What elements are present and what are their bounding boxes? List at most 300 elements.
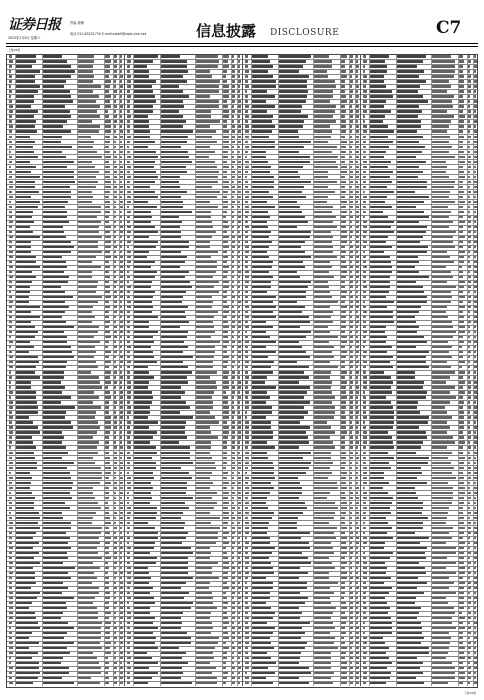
table-cell — [105, 176, 110, 178]
table-cell — [105, 552, 110, 554]
table-cell — [238, 90, 241, 92]
table-cell — [314, 647, 339, 649]
table-cell — [432, 256, 450, 258]
table-cell — [314, 617, 332, 619]
table-cell — [114, 351, 118, 353]
table-cell — [468, 105, 471, 107]
table-cell — [196, 562, 219, 564]
table-cell — [245, 642, 249, 644]
table-cell — [370, 151, 387, 153]
table-cell — [114, 667, 117, 669]
table-cell — [232, 80, 235, 82]
table-cell — [161, 552, 193, 554]
table-cell — [134, 502, 151, 504]
table-cell — [279, 110, 302, 112]
table-cell — [350, 236, 353, 238]
table-cell — [78, 366, 99, 368]
table-cell — [397, 90, 419, 92]
table-cell — [196, 612, 211, 614]
table-cell — [196, 547, 211, 549]
table-cell — [120, 176, 124, 178]
table-cell — [350, 166, 352, 168]
table-cell — [459, 151, 464, 153]
table-cell — [341, 70, 347, 72]
table-cell — [9, 181, 14, 183]
table-cell — [252, 90, 268, 92]
table-cell — [314, 567, 336, 569]
table-cell — [238, 497, 242, 499]
table-cell — [9, 426, 14, 428]
table-cell — [223, 361, 229, 363]
table-cell — [341, 241, 348, 243]
table-cell — [363, 141, 367, 143]
table-cell — [314, 141, 328, 143]
table-cell — [432, 241, 453, 243]
table-cell — [468, 296, 472, 298]
table-cell — [16, 431, 41, 433]
table-cell — [432, 467, 455, 469]
table-cell — [314, 462, 334, 464]
table-cell — [134, 211, 151, 213]
table-cell — [223, 311, 230, 313]
table-cell — [196, 136, 212, 138]
table-cell — [223, 607, 227, 609]
table-cell — [459, 326, 465, 328]
table-cell — [238, 151, 241, 153]
table-cell — [397, 256, 419, 258]
table-cell — [161, 351, 183, 353]
table-cell — [43, 517, 64, 519]
table-cell — [127, 256, 132, 258]
table-cell — [350, 406, 354, 408]
table-cell — [397, 512, 422, 514]
table-cell — [252, 141, 275, 143]
table-cell — [120, 80, 123, 82]
table-cell — [16, 652, 38, 654]
table-cell — [370, 105, 385, 107]
table-cell — [105, 426, 111, 428]
table-cell — [252, 206, 275, 208]
table-cell — [114, 306, 117, 308]
table-cell — [314, 446, 336, 448]
table-cell — [370, 311, 393, 313]
table-cell — [127, 436, 131, 438]
table-cell — [468, 467, 472, 469]
table-cell — [350, 241, 353, 243]
table-cell — [314, 336, 338, 338]
table-cell — [432, 497, 454, 499]
table-cell — [16, 75, 36, 77]
table-cell — [43, 647, 68, 649]
table-cell — [314, 482, 337, 484]
table-cell — [245, 376, 250, 378]
table-cell — [127, 326, 130, 328]
table-cell — [127, 507, 132, 509]
table-cell — [9, 672, 13, 674]
table-cell — [363, 60, 367, 62]
table-cell — [252, 221, 268, 223]
table-cell — [223, 376, 229, 378]
table-cell — [134, 231, 159, 233]
table-cell — [196, 306, 212, 308]
table-cell — [279, 246, 302, 248]
table-cell — [232, 206, 234, 208]
table-cell — [350, 527, 353, 529]
table-cell — [468, 216, 472, 218]
table-cell — [245, 436, 249, 438]
table-cell — [341, 236, 348, 238]
table-cell — [9, 191, 13, 193]
table-cell — [16, 472, 31, 474]
table-cell — [279, 226, 297, 228]
table-cell — [432, 487, 454, 489]
table-cell — [279, 421, 301, 423]
table-cell — [43, 632, 67, 634]
table-cell — [223, 632, 229, 634]
table-cell — [363, 196, 367, 198]
table-cell — [363, 662, 366, 664]
table-cell — [397, 241, 421, 243]
table-cell — [196, 55, 218, 57]
table-cell — [370, 542, 385, 544]
table-cell — [43, 421, 72, 423]
table-cell — [432, 306, 448, 308]
table-cell — [120, 346, 123, 348]
table-cell — [127, 492, 130, 494]
table-cell — [120, 537, 123, 539]
table-cell — [474, 261, 478, 263]
table-cell — [78, 477, 102, 479]
table-cell — [161, 436, 187, 438]
table-cell — [127, 80, 132, 82]
table-cell — [459, 406, 463, 408]
table-cell — [341, 85, 346, 87]
table-cell — [223, 65, 230, 67]
table-cell — [127, 672, 130, 674]
table-cell — [341, 60, 345, 62]
table-cell — [468, 452, 471, 454]
table-cell — [134, 452, 157, 454]
table-cell — [474, 652, 477, 654]
continued-footer: 下转C8版 — [463, 691, 476, 695]
table-cell — [397, 316, 416, 318]
table-cell — [314, 60, 332, 62]
table-cell — [105, 271, 110, 273]
table-cell — [474, 136, 478, 138]
table-cell — [78, 577, 98, 579]
table-cell — [432, 662, 452, 664]
table-cell — [468, 336, 470, 338]
table-cell — [127, 446, 131, 448]
table-cell — [232, 647, 236, 649]
table-cell — [161, 562, 189, 564]
table-cell — [232, 477, 235, 479]
table-cell — [127, 130, 131, 132]
table-cell — [356, 532, 359, 534]
table-cell — [350, 341, 353, 343]
table-cell — [356, 90, 359, 92]
table-cell — [16, 291, 31, 293]
table-cell — [16, 572, 36, 574]
table-cell — [432, 577, 450, 579]
table-cell — [43, 637, 65, 639]
table-cell — [474, 130, 477, 132]
table-cell — [459, 60, 465, 62]
table-cell — [232, 421, 236, 423]
table-cell — [432, 537, 453, 539]
table-cell — [341, 617, 347, 619]
table-cell — [252, 336, 271, 338]
table-cell — [114, 105, 118, 107]
table-cell — [245, 271, 249, 273]
table-cell — [370, 487, 384, 489]
table-cell — [397, 136, 423, 138]
table-cell — [127, 376, 130, 378]
table-cell — [114, 286, 116, 288]
table-cell — [105, 497, 110, 499]
table-cell — [114, 326, 118, 328]
table-cell — [9, 171, 13, 173]
table-cell — [120, 446, 124, 448]
table-cell — [105, 421, 111, 423]
table-cell — [252, 527, 269, 529]
table-cell — [43, 221, 69, 223]
table-cell — [245, 406, 249, 408]
table-cell — [432, 587, 449, 589]
table-cell — [245, 462, 250, 464]
table-cell — [161, 477, 193, 479]
table-cell — [459, 607, 465, 609]
table-cell — [223, 326, 230, 328]
table-cell — [232, 90, 235, 92]
table-cell — [341, 55, 348, 57]
table-cell — [105, 326, 110, 328]
table-cell — [238, 80, 242, 82]
table-cell — [370, 381, 393, 383]
table-cell — [114, 206, 117, 208]
table-cell — [350, 80, 353, 82]
table-cell — [223, 472, 228, 474]
table-cell — [161, 487, 188, 489]
table-cell — [16, 607, 30, 609]
table-cell — [78, 130, 99, 132]
table-cell — [397, 161, 427, 163]
table-cell — [370, 171, 394, 173]
table-cell — [350, 211, 352, 213]
table-cell — [127, 617, 132, 619]
table-cell — [245, 552, 248, 554]
table-cell — [232, 562, 234, 564]
table-cell — [370, 517, 387, 519]
table-cell — [432, 446, 448, 448]
table-cell — [223, 396, 228, 398]
table-cell — [252, 487, 275, 489]
table-cell — [78, 622, 102, 624]
table-cell — [350, 386, 352, 388]
table-cell — [127, 396, 132, 398]
table-cell — [134, 386, 149, 388]
table-cell — [468, 416, 472, 418]
table-cell — [134, 296, 153, 298]
table-cell — [252, 60, 270, 62]
table-cell — [279, 336, 307, 338]
table-cell — [16, 532, 36, 534]
table-cell — [105, 186, 111, 188]
table-cell — [114, 522, 117, 524]
table-cell — [105, 532, 111, 534]
table-cell — [223, 136, 230, 138]
table-cell — [9, 281, 12, 283]
table-cell — [105, 436, 109, 438]
table-cell — [356, 316, 360, 318]
table-cell — [474, 527, 477, 529]
table-cell — [78, 236, 102, 238]
table-cell — [16, 567, 33, 569]
table-cell — [279, 617, 300, 619]
table-cell — [252, 156, 266, 158]
table-cell — [370, 281, 390, 283]
table-cell — [105, 371, 112, 373]
table-cell — [468, 376, 471, 378]
table-cell — [161, 667, 182, 669]
table-cell — [9, 622, 12, 624]
table-cell — [397, 667, 420, 669]
table-cell — [314, 211, 332, 213]
table-cell — [341, 441, 345, 443]
table-cell — [459, 251, 465, 253]
table-cell — [238, 261, 241, 263]
table-cell — [356, 201, 358, 203]
table-cell — [78, 176, 96, 178]
table-cell — [474, 482, 476, 484]
table-cell — [232, 156, 235, 158]
table-cell — [252, 146, 275, 148]
table-cell — [127, 100, 131, 102]
table-cell — [468, 65, 471, 67]
table-cell — [43, 562, 64, 564]
table-cell — [9, 507, 13, 509]
table-cell — [279, 346, 303, 348]
table-cell — [43, 452, 69, 454]
table-cell — [114, 597, 117, 599]
table-cell — [232, 497, 235, 499]
table-cell — [370, 141, 393, 143]
table-cell — [232, 216, 234, 218]
table-cell — [474, 472, 478, 474]
table-cell — [370, 211, 384, 213]
table-cell — [350, 271, 353, 273]
table-cell — [134, 487, 153, 489]
table-cell — [279, 537, 301, 539]
table-cell — [279, 100, 306, 102]
table-cell — [350, 421, 353, 423]
editor-line: 责编 姜楠 — [70, 21, 84, 25]
table-cell — [459, 341, 464, 343]
table-cell — [314, 301, 339, 303]
table-cell — [196, 246, 211, 248]
table-cell — [9, 632, 12, 634]
table-cell — [16, 642, 39, 644]
table-cell — [397, 60, 424, 62]
table-cell — [474, 161, 477, 163]
table-cell — [432, 677, 456, 679]
table-cell — [120, 542, 123, 544]
table-cell — [397, 276, 429, 278]
table-cell — [120, 120, 124, 122]
table-cell — [363, 381, 367, 383]
table-cell — [43, 627, 74, 629]
table-cell — [223, 141, 229, 143]
table-cell — [279, 176, 300, 178]
table-cell — [105, 366, 109, 368]
table-cell — [232, 291, 234, 293]
table-cell — [252, 652, 268, 654]
table-cell — [341, 171, 348, 173]
table-cell — [252, 211, 268, 213]
table-cell — [196, 60, 220, 62]
table-cell — [223, 386, 230, 388]
table-cell — [114, 622, 117, 624]
continued-label: 上接C6版 — [8, 48, 21, 52]
table-cell — [363, 426, 366, 428]
table-cell — [279, 467, 310, 469]
table-cell — [16, 452, 34, 454]
table-cell — [134, 572, 150, 574]
table-cell — [161, 627, 181, 629]
table-cell — [245, 607, 249, 609]
table-cell — [468, 426, 471, 428]
table-cell — [370, 271, 392, 273]
table-cell — [356, 151, 359, 153]
table-cell — [474, 110, 476, 112]
table-cell — [120, 151, 124, 153]
table-cell — [196, 507, 215, 509]
table-cell — [232, 667, 235, 669]
table-cell — [16, 492, 32, 494]
table-cell — [9, 141, 12, 143]
table-cell — [370, 391, 393, 393]
table-cell — [238, 105, 242, 107]
table-cell — [350, 446, 354, 448]
table-cell — [397, 296, 428, 298]
table-cell — [459, 256, 465, 258]
table-cell — [279, 321, 311, 323]
table-cell — [370, 477, 384, 479]
table-cell — [223, 672, 228, 674]
table-cell — [134, 587, 153, 589]
table-cell — [9, 472, 12, 474]
table-cell — [114, 136, 118, 138]
table-cell — [432, 522, 446, 524]
table-cell — [134, 316, 159, 318]
table-cell — [161, 356, 193, 358]
table-cell — [356, 572, 358, 574]
table-cell — [474, 632, 477, 634]
table-cell — [474, 446, 477, 448]
table-cell — [9, 110, 14, 112]
table-cell — [314, 201, 328, 203]
table-cell — [127, 497, 130, 499]
table-cell — [397, 55, 427, 57]
table-cell — [120, 115, 122, 117]
table-cell — [474, 351, 477, 353]
table-cell — [474, 366, 478, 368]
table-cell — [350, 105, 353, 107]
table-cell — [78, 201, 92, 203]
table-cell — [114, 361, 117, 363]
table-cell — [397, 472, 422, 474]
table-cell — [432, 276, 453, 278]
